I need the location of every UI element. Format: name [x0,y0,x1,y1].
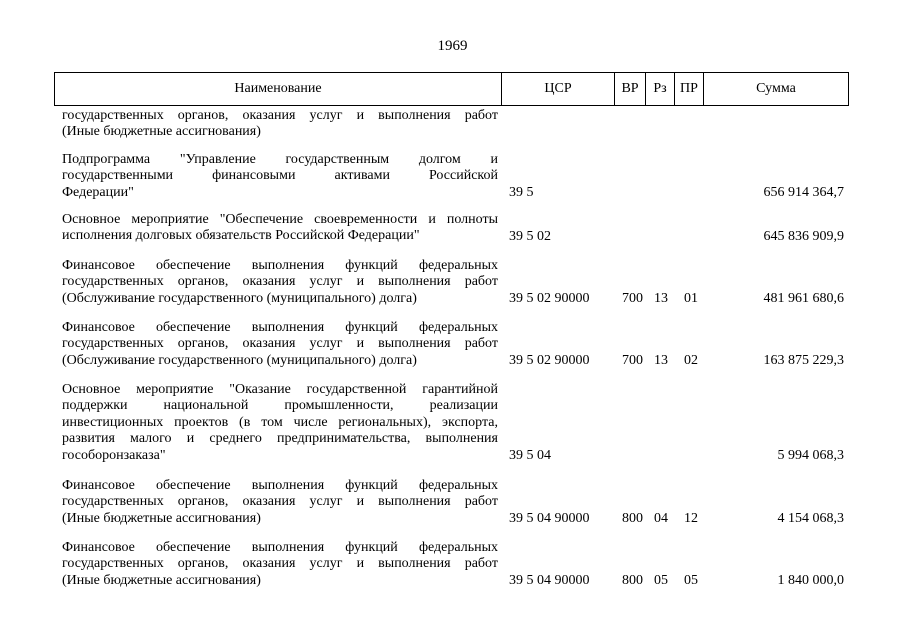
row-pr: 01 [684,290,698,306]
page-number: 1969 [437,38,468,54]
row-name [62,212,498,245]
column-header-pr: ПР [674,72,704,106]
table-row [0,108,905,141]
row-name-line: инвестиционных проектов (в том числе региональных), экспорта, [62,414,498,430]
column-header-name: Наименование [54,72,502,106]
row-csr: 39 5 04 90000 [509,510,590,526]
row-name-line: Финансовое обеспечение выполнения функций федеральных [62,258,498,273]
row-name [62,540,498,589]
row-name-line: государственных органов, оказания услуг и выполнения работ [62,336,498,352]
row-name-line: государственных органов, оказания услуг и выполнения работ [62,494,498,510]
row-name-line: (Иные бюджетные ассигнования) [62,510,261,526]
row-name-line: Подпрограмма "Управление государственным долгом и [62,152,498,167]
row-sum: 645 836 909,9 [763,228,844,244]
table-row [0,382,905,464]
row-pr: 02 [684,352,698,368]
row-csr: 39 5 02 [509,228,551,244]
row-name-line: Федерации" [62,184,134,200]
row-name-line: Финансовое обеспечение выполнения функций федеральных [62,478,498,493]
row-csr: 39 5 02 90000 [509,352,590,368]
row-csr: 39 5 04 90000 [509,572,590,588]
row-sum: 5 994 068,3 [777,447,844,463]
row-name-line: гособоронзаказа" [62,447,166,463]
row-name-line: (Обслуживание государственного (муниципального) долга) [62,352,417,368]
row-name-line: развития малого и среднего предпринимательства, выполнения [62,431,498,447]
row-pr: 12 [684,510,698,526]
row-csr: 39 5 02 90000 [509,290,590,306]
table-row [0,152,905,201]
row-name [62,382,498,464]
table-row [0,478,905,527]
column-header-sum: Сумма [703,72,849,106]
row-name-line: Основное мероприятие "Обеспечение своевременности и полноты [62,212,498,227]
row-vr: 700 [622,290,643,306]
row-name-line: Финансовое обеспечение выполнения функций федеральных [62,320,498,335]
row-name-line: (Иные бюджетные ассигнования) [62,572,261,588]
row-name [62,108,498,141]
table-row [0,540,905,589]
row-vr: 700 [622,352,643,368]
table-row [0,320,905,369]
row-vr: 800 [622,510,643,526]
row-csr: 39 5 04 [509,447,551,463]
row-rz: 13 [654,290,668,306]
table-row [0,258,905,307]
row-name-line: исполнения долговых обязательств Российской Федерации" [62,228,420,244]
row-name [62,478,498,527]
row-name-line: государственных органов, оказания услуг и выполнения работ [62,108,498,123]
row-name [62,258,498,307]
row-sum: 4 154 068,3 [777,510,844,526]
row-rz: 05 [654,572,668,588]
row-vr: 800 [622,572,643,588]
row-name-line: Основное мероприятие "Оказание государственной гарантийной [62,382,498,397]
row-name-line: поддержки национальной промышленности, реализации [62,398,498,414]
row-name-line: (Иные бюджетные ассигнования) [62,124,261,140]
row-name-line: государственных органов, оказания услуг и выполнения работ [62,556,498,572]
column-header-vr: ВР [614,72,646,106]
table-row [0,212,905,245]
row-sum: 656 914 364,7 [763,184,844,200]
row-name-line: (Обслуживание государственного (муниципального) долга) [62,290,417,306]
column-header-csr: ЦСР [501,72,615,106]
row-name-line: Финансовое обеспечение выполнения функций федеральных [62,540,498,555]
row-name [62,320,498,369]
row-name-line: государственными финансовыми активами Российской [62,168,498,184]
column-header-rz: Рз [645,72,675,106]
row-sum: 1 840 000,0 [777,572,844,588]
row-sum: 481 961 680,6 [763,290,844,306]
row-pr: 05 [684,572,698,588]
row-rz: 04 [654,510,668,526]
row-name [62,152,498,201]
row-csr: 39 5 [509,184,534,200]
row-rz: 13 [654,352,668,368]
row-sum: 163 875 229,3 [763,352,844,368]
row-name-line: государственных органов, оказания услуг и выполнения работ [62,274,498,290]
